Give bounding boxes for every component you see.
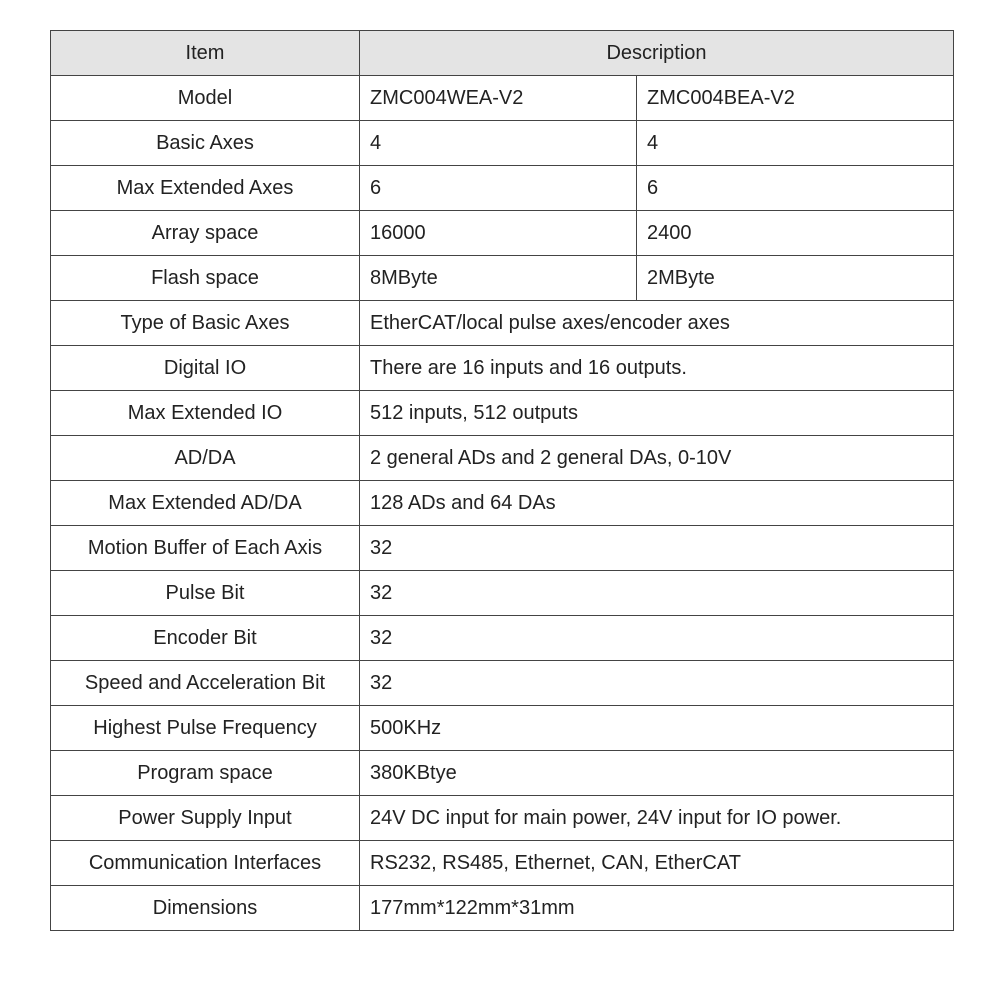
- row-value-bea: 4: [637, 121, 954, 166]
- table-row: [51, 391, 954, 436]
- row-value-wea: 4: [360, 121, 637, 166]
- row-value-wea: 16000: [360, 211, 637, 256]
- header-item: Item: [51, 31, 360, 76]
- table-row: [51, 796, 954, 841]
- row-label: AD/DA: [51, 436, 360, 481]
- row-label: Flash space: [51, 256, 360, 301]
- row-value-wea: 8MByte: [360, 256, 637, 301]
- row-label: Model: [51, 76, 360, 121]
- header-row: [51, 31, 954, 76]
- table-row: [51, 751, 954, 796]
- row-value-bea: 2400: [637, 211, 954, 256]
- row-value: There are 16 inputs and 16 outputs.: [360, 346, 954, 391]
- table-row: [51, 211, 954, 256]
- row-value: 380KBtye: [360, 751, 954, 796]
- table-row: [51, 301, 954, 346]
- row-value: 24V DC input for main power, 24V input for IO power.: [360, 796, 954, 841]
- header-description: Description: [360, 31, 954, 76]
- table-row: [51, 346, 954, 391]
- table-row: [51, 841, 954, 886]
- table-row: [51, 886, 954, 931]
- table-row: [51, 256, 954, 301]
- row-label: Communication Interfaces: [51, 841, 360, 886]
- table-row: [51, 166, 954, 211]
- table-row: [51, 616, 954, 661]
- row-value-wea: ZMC004WEA-V2: [360, 76, 637, 121]
- row-value: 2 general ADs and 2 general DAs, 0-10V: [360, 436, 954, 481]
- row-value: 32: [360, 616, 954, 661]
- row-value: 32: [360, 571, 954, 616]
- row-value: 500KHz: [360, 706, 954, 751]
- row-label: Dimensions: [51, 886, 360, 931]
- row-value: 512 inputs, 512 outputs: [360, 391, 954, 436]
- row-label: Program space: [51, 751, 360, 796]
- row-label: Array space: [51, 211, 360, 256]
- row-label: Digital IO: [51, 346, 360, 391]
- table-row: [51, 121, 954, 166]
- row-value-bea: 2MByte: [637, 256, 954, 301]
- row-label: Power Supply Input: [51, 796, 360, 841]
- table-row: [51, 436, 954, 481]
- spec-table: [50, 30, 954, 931]
- row-label: Basic Axes: [51, 121, 360, 166]
- row-label: Encoder Bit: [51, 616, 360, 661]
- row-value: 177mm*122mm*31mm: [360, 886, 954, 931]
- row-value: EtherCAT/local pulse axes/encoder axes: [360, 301, 954, 346]
- row-label: Motion Buffer of Each Axis: [51, 526, 360, 571]
- row-value: 32: [360, 526, 954, 571]
- row-value: 128 ADs and 64 DAs: [360, 481, 954, 526]
- row-value: 32: [360, 661, 954, 706]
- row-label: Highest Pulse Frequency: [51, 706, 360, 751]
- row-label: Speed and Acceleration Bit: [51, 661, 360, 706]
- table-row: [51, 526, 954, 571]
- row-value-bea: 6: [637, 166, 954, 211]
- row-label: Pulse Bit: [51, 571, 360, 616]
- table-row: [51, 571, 954, 616]
- row-label: Max Extended Axes: [51, 166, 360, 211]
- row-label: Max Extended AD/DA: [51, 481, 360, 526]
- row-value: RS232, RS485, Ethernet, CAN, EtherCAT: [360, 841, 954, 886]
- table-row: [51, 661, 954, 706]
- row-value-wea: 6: [360, 166, 637, 211]
- table-row: [51, 706, 954, 751]
- row-label: Max Extended IO: [51, 391, 360, 436]
- row-label: Type of Basic Axes: [51, 301, 360, 346]
- table-row: [51, 481, 954, 526]
- row-value-bea: ZMC004BEA-V2: [637, 76, 954, 121]
- table-row: [51, 76, 954, 121]
